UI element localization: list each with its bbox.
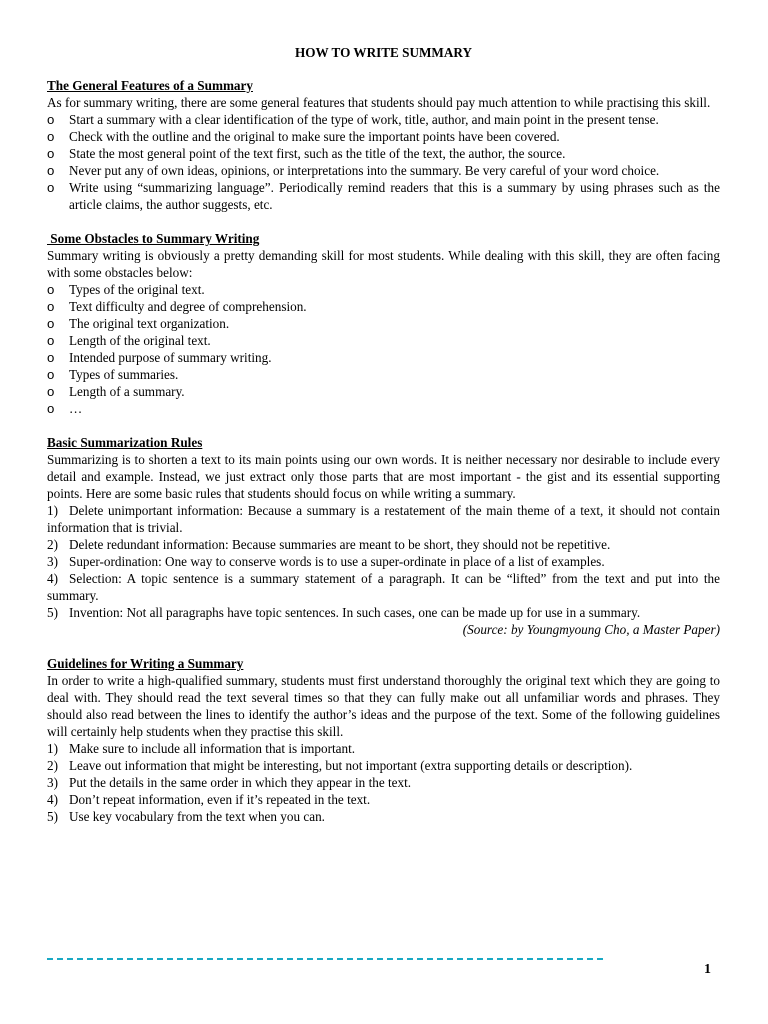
bullet-text: Start a summary with a clear identification of the type of work, title, author, and main point in the present tense.	[69, 112, 659, 127]
bullet-text: Length of a summary.	[69, 384, 185, 399]
bullet-item	[47, 366, 720, 383]
section-intro: Summarizing is to shorten a text to its main points using our own words. It is neither necessary nor desirable to include every detail and example. Instead, we just extract only those parts that are most important - the gist and its essential supporting points. Here are some basic rules that students should focus on while writing a summary.	[47, 452, 720, 501]
bullet-text: Write using “summarizing language”. Periodically remind readers that this is a summary by using phrases such as the article claims, the author suggests, etc.	[69, 180, 720, 212]
numbered-item	[47, 740, 720, 757]
bullet-marker: o	[47, 350, 55, 365]
numbered-item	[47, 536, 720, 553]
section-heading-general-features: The General Features of a Summary	[47, 78, 253, 93]
item-text: Delete unimportant information: Because a summary is a restatement of the main theme of a text, it should not contain information that is trivial.	[47, 503, 720, 535]
bullet-item	[47, 400, 720, 417]
bullet-marker: o	[47, 129, 55, 144]
document-page	[47, 44, 720, 825]
item-text: Don’t repeat information, even if it’s repeated in the text.	[69, 792, 371, 807]
numbered-item	[47, 570, 720, 604]
spacer	[47, 417, 720, 434]
item-number: 3)	[47, 554, 58, 569]
section-heading-summarization-rules: Basic Summarization Rules	[47, 435, 203, 450]
numbered-item	[47, 774, 720, 791]
numbered-item	[47, 604, 720, 621]
bullet-text: State the most general point of the text first, such as the title of the text, the author, the source.	[69, 146, 566, 161]
bullet-item	[47, 179, 720, 213]
item-text: Leave out information that might be interesting, but not important (extra supporting details or description).	[69, 758, 633, 773]
bullet-marker: o	[47, 333, 55, 348]
item-number: 4)	[47, 792, 58, 807]
bullet-marker: o	[47, 299, 55, 314]
bullet-item	[47, 162, 720, 179]
section-heading-obstacles: Some Obstacles to Summary Writing	[47, 231, 260, 246]
document-title: HOW TO WRITE SUMMARY	[295, 45, 472, 60]
numbered-item	[47, 757, 720, 774]
page-number: 1	[704, 962, 711, 977]
item-text: Delete redundant information: Because summaries are meant to be short, they should not be repetitive.	[69, 537, 611, 552]
bullet-text: Check with the outline and the original to make sure the important points have been covered.	[69, 129, 560, 144]
bullet-text: The original text organization.	[69, 316, 230, 331]
item-number: 4)	[47, 571, 58, 586]
bullet-text: Types of the original text.	[69, 282, 205, 297]
item-text: Make sure to include all information that is important.	[69, 741, 356, 756]
bullet-item	[47, 128, 720, 145]
bullet-item	[47, 281, 720, 298]
section-intro: In order to write a high-qualified summary, students must first understand thoroughly the original text which they are going to deal with. They should read the text several times so that they can fully make out all unfamiliar words and phrases. They should also read between the lines to identify the author’s ideas and the purpose of the text. Some of the following guidelines will certainly help students when they practise this skill.	[47, 673, 720, 739]
item-number: 1)	[47, 503, 58, 518]
item-text: Invention: Not all paragraphs have topic sentences. In such cases, one can be made up for use in a summary.	[69, 605, 641, 620]
item-number: 5)	[47, 605, 58, 620]
bullet-marker: o	[47, 316, 55, 331]
bullet-text: Intended purpose of summary writing.	[69, 350, 272, 365]
bullet-marker: o	[47, 146, 55, 161]
bullet-text: Never put any of own ideas, opinions, or interpretations into the summary. Be very careful of your word choice.	[69, 163, 660, 178]
bullet-item	[47, 111, 720, 128]
item-text: Selection: A topic sentence is a summary statement of a paragraph. It can be “lifted” from the text and put into the summary.	[47, 571, 720, 603]
item-number: 2)	[47, 537, 58, 552]
bullet-text: Length of the original text.	[69, 333, 211, 348]
footer-divider	[47, 958, 603, 960]
bullet-item	[47, 145, 720, 162]
item-text: Put the details in the same order in which they appear in the text.	[69, 775, 412, 790]
item-number: 3)	[47, 775, 58, 790]
bullet-marker: o	[47, 367, 55, 382]
section-heading-guidelines: Guidelines for Writing a Summary	[47, 656, 244, 671]
item-number: 2)	[47, 758, 58, 773]
numbered-item	[47, 808, 720, 825]
numbered-item	[47, 553, 720, 570]
bullet-item	[47, 332, 720, 349]
item-text: Use key vocabulary from the text when you can.	[69, 809, 325, 824]
bullet-marker: o	[47, 282, 55, 297]
bullet-text: …	[69, 401, 83, 416]
item-number: 5)	[47, 809, 58, 824]
section-intro: Summary writing is obviously a pretty demanding skill for most students. While dealing with this skill, they are often facing with some obstacles below:	[47, 248, 720, 280]
item-number: 1)	[47, 741, 58, 756]
numbered-item	[47, 502, 720, 536]
spacer	[47, 638, 720, 655]
item-text: Super-ordination: One way to conserve words is to use a super-ordinate in place of a list of examples.	[69, 554, 605, 569]
bullet-marker: o	[47, 401, 55, 416]
source-citation: (Source: by Youngmyoung Cho, a Master Paper)	[462, 622, 720, 637]
bullet-marker: o	[47, 384, 55, 399]
bullet-item	[47, 383, 720, 400]
spacer	[47, 213, 720, 230]
bullet-marker: o	[47, 180, 55, 195]
section-intro: As for summary writing, there are some general features that students should pay much attention to while practising this skill.	[47, 95, 711, 110]
bullet-marker: o	[47, 112, 55, 127]
bullet-item	[47, 315, 720, 332]
bullet-marker: o	[47, 163, 55, 178]
bullet-item	[47, 349, 720, 366]
numbered-item	[47, 791, 720, 808]
bullet-text: Text difficulty and degree of comprehension.	[69, 299, 307, 314]
bullet-text: Types of summaries.	[69, 367, 179, 382]
bullet-item	[47, 298, 720, 315]
